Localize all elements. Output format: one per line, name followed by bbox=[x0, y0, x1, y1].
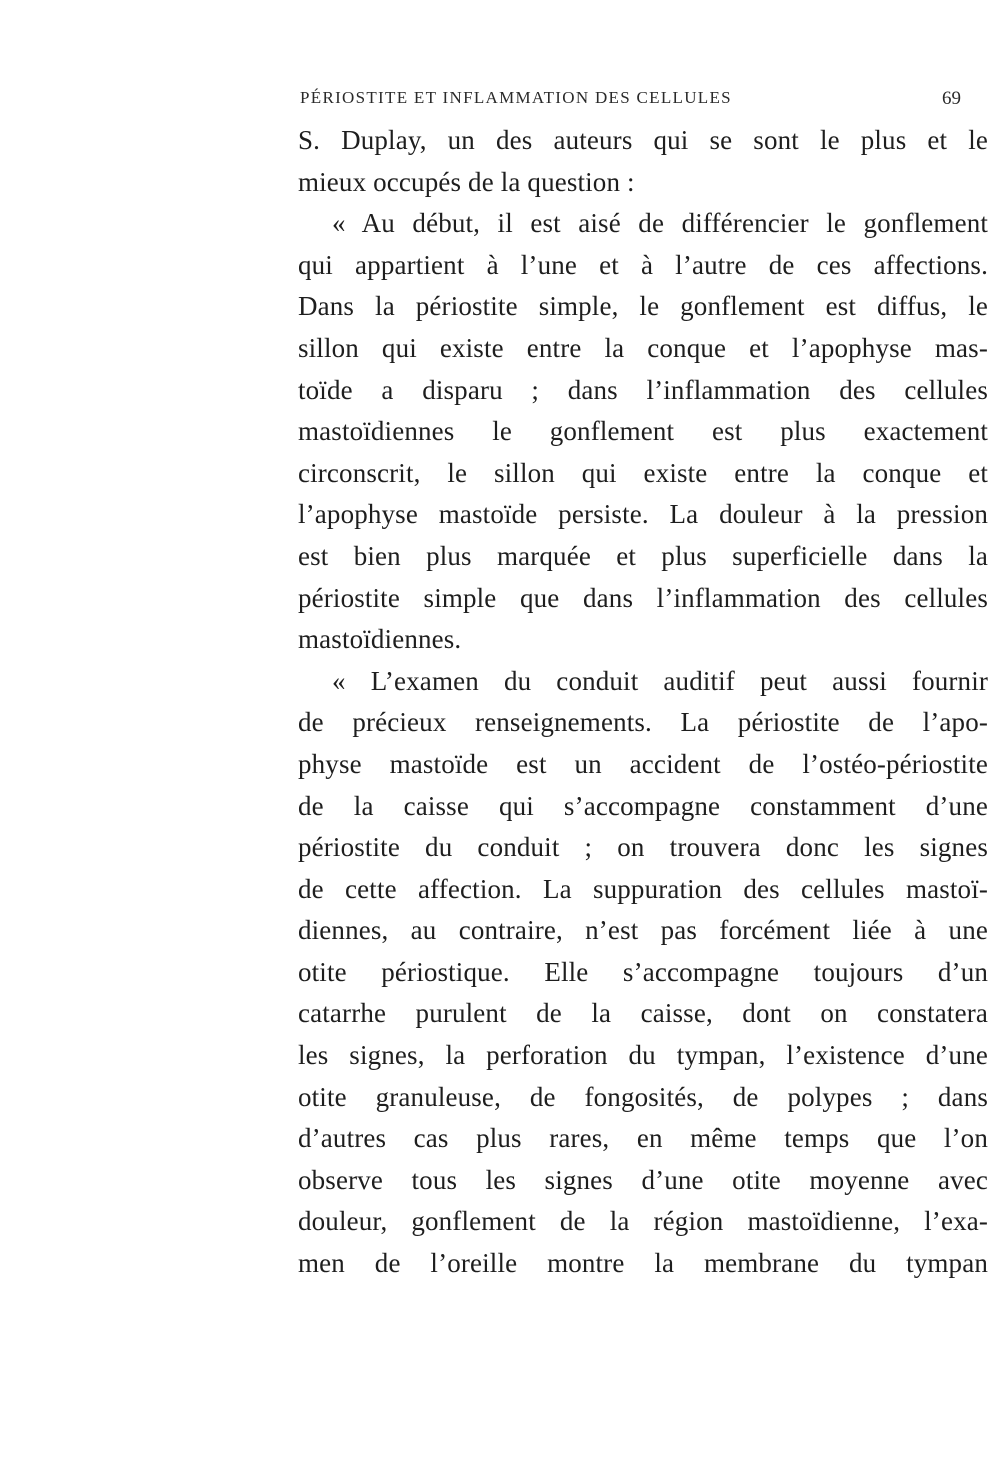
text-line: d’autres cas plus rares, en même temps que l’on bbox=[298, 1123, 988, 1154]
text-line: les signes, la perforation du tympan, l’existence d’une bbox=[298, 1040, 988, 1071]
text-line: de précieux renseignements. La périostite de l’apo- bbox=[298, 707, 988, 738]
text-line: est bien plus marquée et plus superficielle dans la bbox=[298, 540, 988, 571]
text-line: périostite du conduit ; on trouvera donc les signes bbox=[298, 832, 988, 863]
text-line: men de l’oreille montre la membrane du tympan bbox=[298, 1248, 988, 1279]
running-title: PÉRIOSTITE ET INFLAMMATION DES CELLULES bbox=[300, 88, 732, 107]
page-number: 69 bbox=[942, 88, 961, 109]
text-line: « L’examen du conduit auditif peut aussi fournir bbox=[332, 665, 988, 696]
text-line: observe tous les signes d’une otite moyenne avec bbox=[298, 1164, 988, 1195]
text-line: physe mastoïde est un accident de l’ostéo-périostite bbox=[298, 748, 988, 779]
text-line: qui appartient à l’une et à l’autre de ces affections. bbox=[298, 249, 988, 280]
text-line: diennes, au contraire, n’est pas forcément liée à une bbox=[298, 915, 988, 946]
text-line: otite périostique. Elle s’accompagne toujours d’un bbox=[298, 956, 988, 987]
text-line: l’apophyse mastoïde persiste. La douleur à la pression bbox=[298, 499, 988, 530]
text-line: circonscrit, le sillon qui existe entre la conque et bbox=[298, 457, 988, 488]
text-line: S. Duplay, un des auteurs qui se sont le plus et le bbox=[298, 125, 988, 155]
text-line: catarrhe purulent de la caisse, dont on constatera bbox=[298, 998, 988, 1029]
text-line: mastoïdiennes le gonflement est plus exactement bbox=[298, 416, 988, 447]
text-line: mastoïdiennes. bbox=[298, 624, 462, 655]
text-line: sillon qui existe entre la conque et l’apophyse mas- bbox=[298, 332, 988, 363]
running-header bbox=[300, 88, 961, 122]
text-line: douleur, gonflement de la région mastoïdienne, l’exa- bbox=[298, 1206, 988, 1237]
text-line: de la caisse qui s’accompagne constamment d’une bbox=[298, 790, 988, 821]
text-line: « Au début, il est aisé de différencier le gonflement bbox=[332, 208, 988, 239]
text-line: mieux occupés de la question : bbox=[298, 166, 635, 197]
text-line: Dans la périostite simple, le gonflement est diffus, le bbox=[298, 291, 988, 322]
text-line: otite granuleuse, de fongosités, de polypes ; dans bbox=[298, 1081, 988, 1112]
text-line: de cette affection. La suppuration des cellules mastoï- bbox=[298, 873, 988, 904]
body-text bbox=[298, 120, 988, 1285]
text-line: toïde a disparu ; dans l’inflammation des cellules bbox=[298, 374, 988, 405]
text-line: périostite simple que dans l’inflammation des cellules bbox=[298, 582, 988, 613]
